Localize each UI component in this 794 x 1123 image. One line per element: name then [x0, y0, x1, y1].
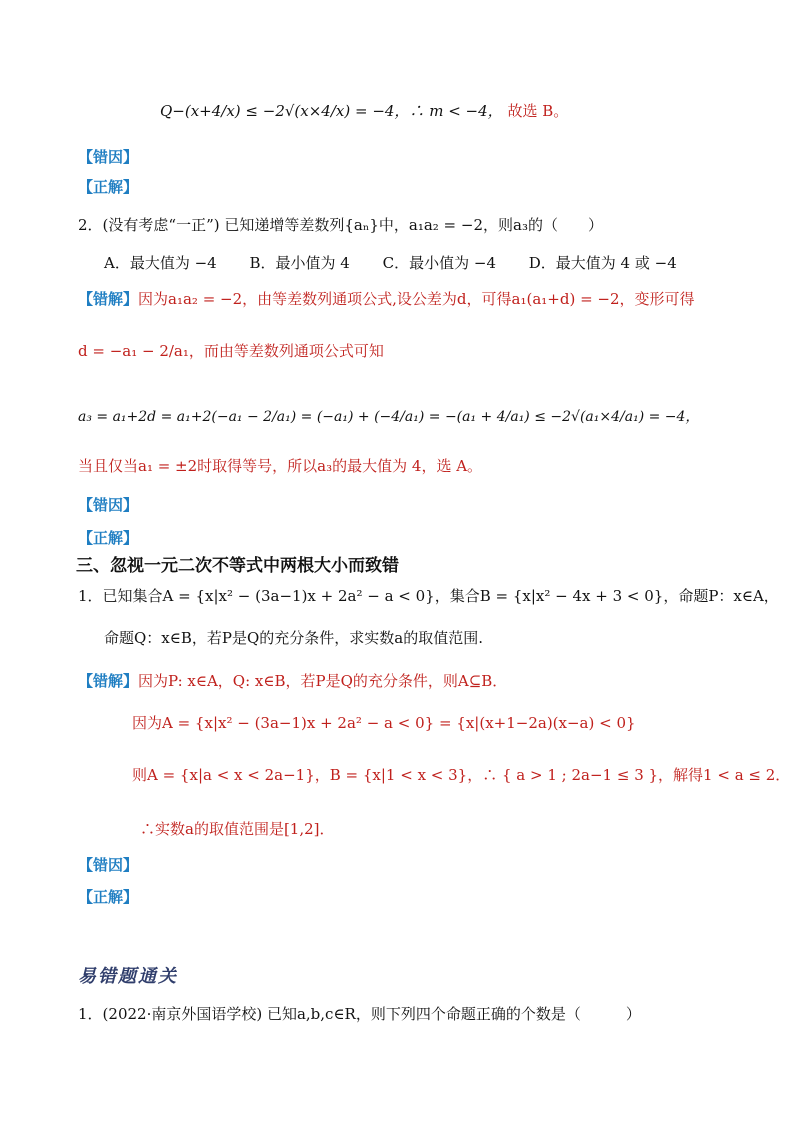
q2-choice-c: C．最小值为 −4 [382, 254, 496, 272]
q2-stem: 2．(没有考虑“一正”) 已知递增等差数列{aₙ}中，a₁a₂ = −2，则a₃的（ ） [78, 216, 603, 234]
zhengjie-tag-2: 【正解】 [78, 529, 139, 547]
q2-cuojie-text-1: 因为a₁a₂ = −2，由等差数列通项公式,设公差为d，可得a₁(a₁+d) = −2，变形可得 [138, 290, 695, 308]
q2-cuojie-line-3: a₃ = a₁+2d = a₁+2(−a₁ − 2/a₁) = (−a₁) + (−4/a₁) = −(a₁ + 4/a₁) ≤ −2√(a₁×4/a₁) = −4， [78, 409, 700, 425]
easy-section-title: 易错题通关 [78, 966, 178, 987]
zhengjie-tag-3: 【正解】 [78, 888, 139, 906]
section-3-title: 三、忽视一元二次不等式中两根大小而致错 [76, 556, 399, 576]
q2-cuojie-line-4: 当且仅当a₁ = ±2时取得等号，所以a₃的最大值为 4，选 A。 [78, 457, 483, 475]
cuoyin-tag-3: 【错因】 [78, 856, 139, 874]
q2-cuojie-line-1 [78, 288, 695, 310]
s3-stem-line-1: 1．已知集合A = {x|x² − (3a−1)x + 2a² − a < 0}，集合B = {x|x² − 4x + 3 < 0}，命题P：x∈A， [78, 587, 779, 605]
top-formula-answer: 故选 B。 [507, 102, 569, 120]
zhengjie-tag-1: 【正解】 [78, 178, 139, 196]
q2-choices [104, 252, 705, 274]
q2-choice-d: D．最大值为 4 或 −4 [528, 254, 677, 272]
s3-cuojie-line-1 [78, 670, 507, 692]
cuojie-tag-2: 【错解】 [78, 290, 139, 308]
q2-cuojie-line-2: d = −a₁ − 2/a₁，而由等差数列通项公式可知 [78, 342, 384, 360]
s3-cuojie-line-2: 因为A = {x|x² − (3a−1)x + 2a² − a < 0} = {x|(x+1−2a)(x−a) < 0} [132, 714, 636, 732]
top-formula-line [160, 100, 568, 122]
q2-choice-b: B．最小值为 4 [249, 254, 350, 272]
easy-q1: 1．(2022·南京外国语学校) 已知a,b,c∈R，则下列四个命题正确的个数是（ ） [78, 1005, 641, 1023]
s3-stem-line-2: 命题Q：x∈B，若P是Q的充分条件，求实数a的取值范围. [104, 629, 483, 647]
top-formula: Q−(x+4/x) ≤ −2√(x×4/x) = −4，∴ m < −4， [160, 102, 503, 120]
cuojie-tag-3: 【错解】 [78, 672, 139, 690]
s3-cuojie-line-3: 则A = {x|a < x < 2a−1}，B = {x|1 < x < 3}，∴ { a > 1 ; 2a−1 ≤ 3 }，解得1 < a ≤ 2． [132, 766, 791, 784]
s3-cuojie-text-1: 因为P: x∈A，Q: x∈B，若P是Q的充分条件，则A⊆B． [138, 672, 508, 690]
cuoyin-tag-1: 【错因】 [78, 148, 139, 166]
s3-cuojie-line-4: ∴实数a的取值范围是[1,2]． [140, 820, 335, 838]
cuoyin-tag-2: 【错因】 [78, 496, 139, 514]
q2-choice-a: A．最大值为 −4 [104, 254, 217, 272]
